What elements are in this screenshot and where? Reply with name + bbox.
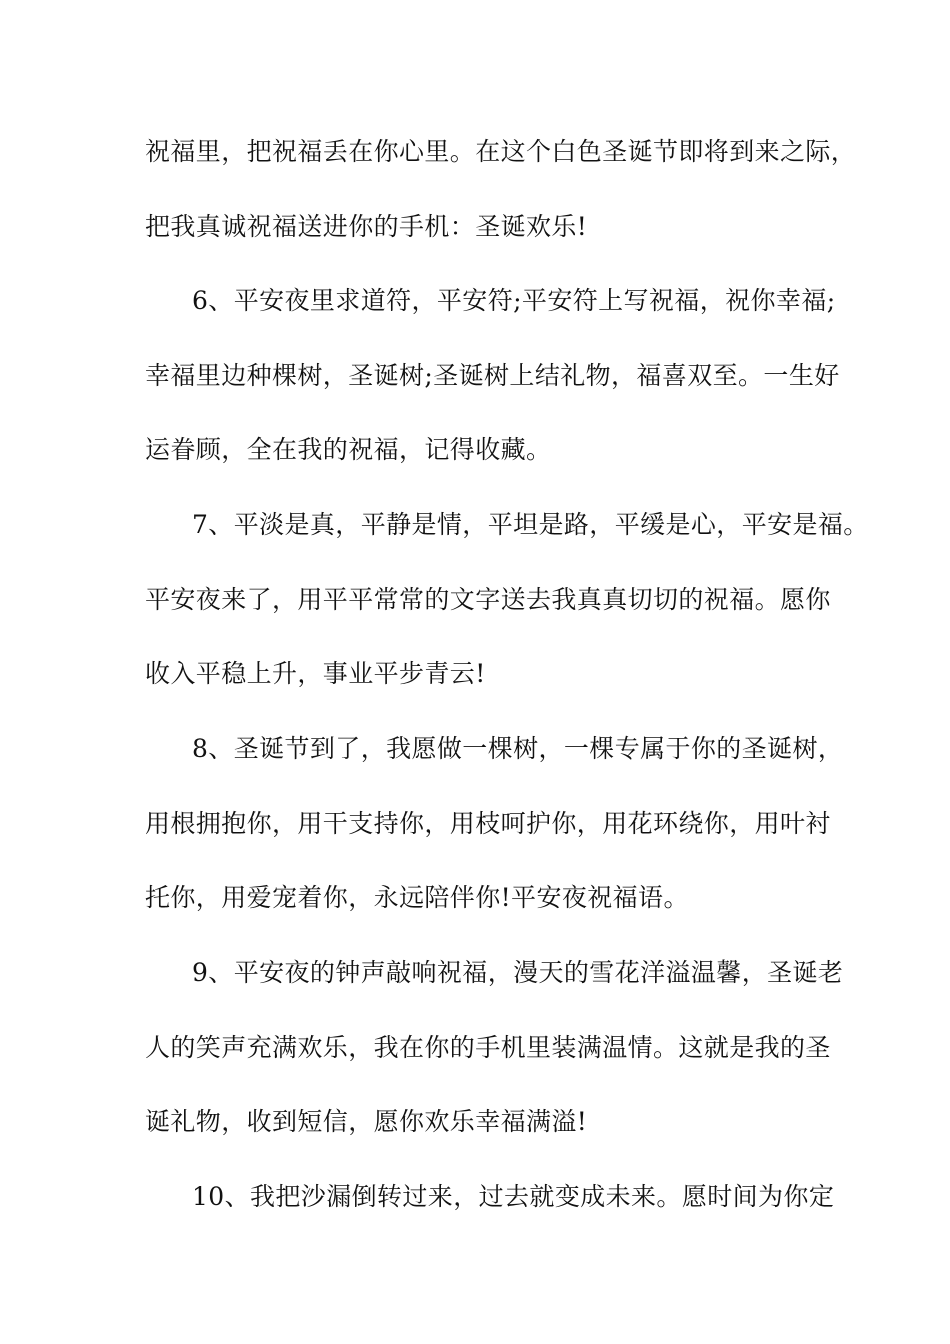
text-line: 人的笑声充满欢乐，我在你的手机里装满温情。这就是我的圣 [145,1033,831,1062]
paragraph-item-9: 9、平安夜的钟声敲响祝福，漫天的雪花洋溢温馨，圣诞老 [192,958,844,987]
text-line: 托你，用爱宠着你，永远陪伴你!平安夜祝福语。 [145,883,689,912]
text-line: 收入平稳上升，事业平步青云! [145,659,486,688]
paragraph-item-8: 8、圣诞节到了，我愿做一棵树，一棵专属于你的圣诞树， [192,734,844,763]
paragraph-item-7: 7、平淡是真，平静是情，平坦是路，平缓是心，平安是福。 [192,510,869,539]
text-line: 祝福里，把祝福丢在你心里。在这个白色圣诞节即将到来之际， [145,137,857,166]
paragraph-item-10: 10、我把沙漏倒转过来，过去就变成未来。愿时间为你定 [192,1182,835,1211]
text-line: 平安夜来了，用平平常常的文字送去我真真切切的祝福。愿你 [145,585,831,614]
text-line: 运眷顾，全在我的祝福，记得收藏。 [145,435,552,464]
paragraph-item-6: 6、平安夜里求道符，平安符;平安符上写祝福，祝你幸福; [192,286,836,315]
text-line: 用根拥抱你，用干支持你，用枝呵护你，用花环绕你，用叶衬 [145,809,831,838]
text-line: 把我真诚祝福送进你的手机：圣诞欢乐! [145,212,588,241]
text-line: 幸福里边种棵树，圣诞树;圣诞树上结礼物，福喜双至。一生好 [145,361,840,390]
text-line: 诞礼物，收到短信，愿你欢乐幸福满溢! [145,1107,588,1136]
